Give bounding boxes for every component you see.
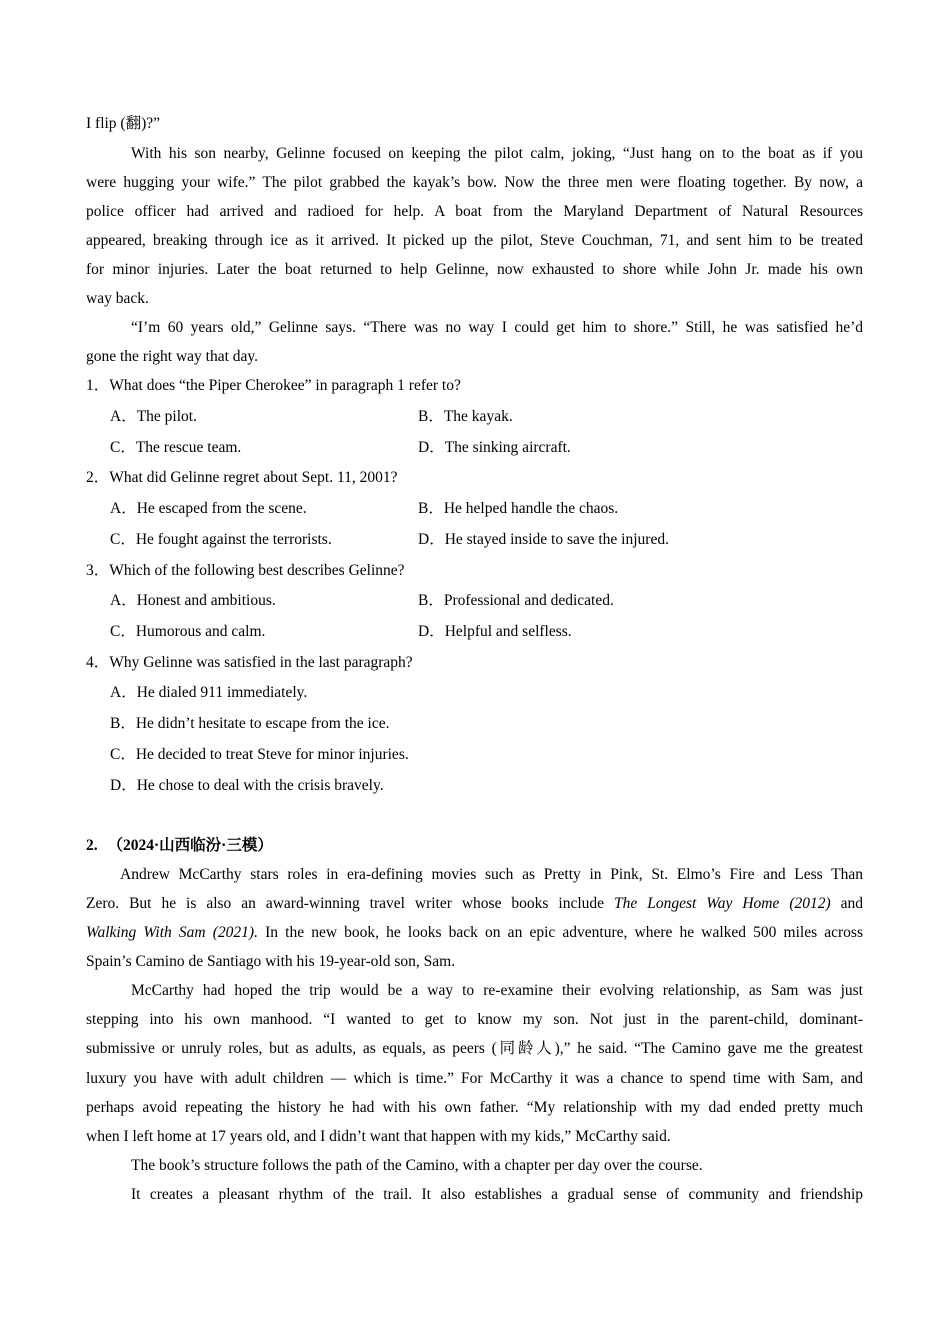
- question-option: C．He fought against the terrorists.: [110, 531, 332, 548]
- section-number: 2.: [86, 837, 98, 854]
- question-option: C．Humorous and calm.: [110, 623, 266, 640]
- passage-line: Spain’s Camino de Santiago with his 19-year-old son, Sam.: [86, 953, 456, 970]
- question-option: C．He decided to treat Steve for minor injuries.: [110, 746, 409, 763]
- question-option: B．Professional and dedicated.: [418, 592, 614, 609]
- section-heading: [86, 836, 273, 856]
- passage-line: Andrew McCarthy stars roles in era-defining movies such as Pretty in Pink, St. Elmo’s Fire and Less Than: [120, 866, 863, 883]
- question-option: A．He dialed 911 immediately.: [110, 684, 308, 701]
- passage-line: appeared, breaking through ice as it arrived. It picked up the pilot, Steve Couchman, 71, and sent him to be treated: [86, 232, 863, 249]
- section-source: （2024·山西临汾·三模）: [107, 837, 273, 854]
- passage-line: were hugging your wife.” The pilot grabbed the kayak’s bow. Now the three men were floating together. By now, a: [86, 174, 863, 191]
- question-stem: 1．What does “the Piper Cherokee” in paragraph 1 refer to?: [86, 377, 461, 394]
- question-option: A．The pilot.: [110, 408, 197, 425]
- passage-line: “I’m 60 years old,” Gelinne says. “There was no way I could get him to shore.” Still, he was satisfied he’d: [131, 319, 863, 336]
- question-option: D．Helpful and selfless.: [418, 623, 572, 640]
- question-option: B．The kayak.: [418, 408, 513, 425]
- passage-line: gone the right way that day.: [86, 348, 259, 365]
- passage-line: It creates a pleasant rhythm of the trail. It also establishes a gradual sense of community and friendship: [131, 1186, 863, 1203]
- passage-line: submissive or unruly roles, but as adults, as equals, as peers (同龄人),” he said. “The Camino gave me the greatest: [86, 1040, 863, 1057]
- passage-line: stepping into his own manhood. “I wanted to get to know my son. Not just in the parent-child, dominant-: [86, 1011, 863, 1028]
- question-option: B．He helped handle the chaos.: [418, 500, 619, 517]
- passage-line: Zero. But he is also an award-winning travel writer whose books include The Longest Way Home (2012) and: [86, 895, 864, 912]
- passage-line: I flip (翻)?”: [86, 115, 161, 132]
- question-stem: 2．What did Gelinne regret about Sept. 11, 2001?: [86, 469, 398, 486]
- passage-line: luxury you have with adult children — which is time.” For McCarthy it was a chance to spend time with Sam, and: [86, 1070, 863, 1087]
- question-option: A．Honest and ambitious.: [110, 592, 276, 609]
- question-option: D．He stayed inside to save the injured.: [418, 531, 669, 548]
- question-option: C．The rescue team.: [110, 439, 242, 456]
- question-option: A．He escaped from the scene.: [110, 500, 307, 517]
- passage-line: when I left home at 17 years old, and I didn’t want that happen with my kids,” McCarthy said.: [86, 1128, 671, 1145]
- passage-line: perhaps avoid repeating the history he had with his own father. “My relationship with my dad ended pretty much: [86, 1099, 863, 1116]
- passage-line: for minor injuries. Later the boat returned to help Gelinne, now exhausted to shore while John Jr. made his own: [86, 261, 863, 278]
- passage-line: With his son nearby, Gelinne focused on keeping the pilot calm, joking, “Just hang on to the boat as if you: [131, 145, 863, 162]
- passage-line: police officer had arrived and radioed for help. A boat from the Maryland Department of Natural Resources: [86, 203, 863, 220]
- passage-line: way back.: [86, 290, 149, 307]
- question-stem: 4．Why Gelinne was satisfied in the last paragraph?: [86, 654, 413, 671]
- question-option: D．The sinking aircraft.: [418, 439, 571, 456]
- question-option: D．He chose to deal with the crisis bravely.: [110, 777, 384, 794]
- passage-line: Walking With Sam (2021). In the new book, he looks back on an epic adventure, where he walked 500 miles across: [86, 924, 864, 941]
- question-stem: 3．Which of the following best describes Gelinne?: [86, 562, 405, 579]
- passage-line: McCarthy had hoped the trip would be a way to re-examine their evolving relationship, as Sam was just: [131, 982, 863, 999]
- passage-line: The book’s structure follows the path of the Camino, with a chapter per day over the course.: [131, 1157, 703, 1174]
- question-option: B．He didn’t hesitate to escape from the ice.: [110, 715, 390, 732]
